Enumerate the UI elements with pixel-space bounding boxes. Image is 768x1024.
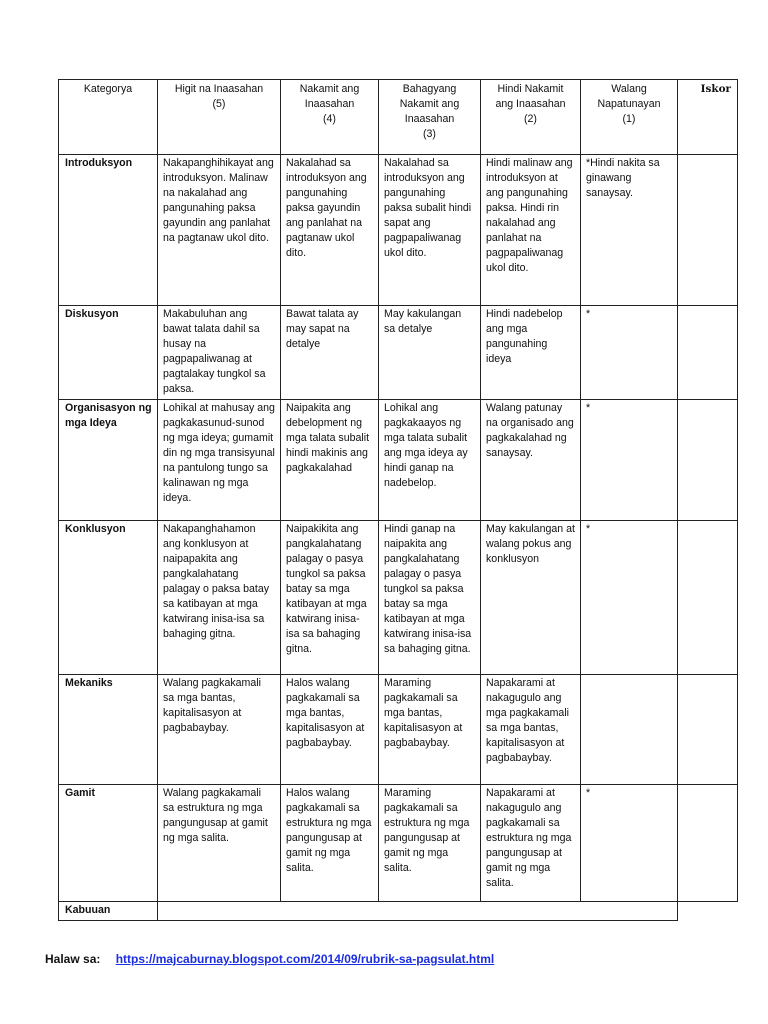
level-5-cell: Nakapanghihikayat ang introduksyon. Malinaw na nakalahad ang pangunahing paksa gayundin ang panlahat na pagtanaw ukol dito.: [158, 155, 281, 306]
header-kategorya: Kategorya: [59, 80, 158, 155]
level-4-cell: Nakalahad sa introduksyon ang pangunahing paksa gayundin ang panlahat na pagtanaw ukol dito.: [281, 155, 379, 306]
level-4-cell: Halos walang pagkakamali sa estruktura ng mga pangungusap at gamit ng mga salita.: [281, 785, 379, 902]
level-3-cell: Maraming pagkakamali sa estruktura ng mga pangungusap at gamit ng mga salita.: [379, 785, 481, 902]
level-5-cell: Walang pagkakamali sa mga bantas, kapitalisasyon at pagbabaybay.: [158, 675, 281, 785]
level-1-cell: *Hindi nakita sa ginawang sanaysay.: [581, 155, 678, 306]
total-label: Kabuuan: [59, 902, 158, 921]
level-3-cell: Lohikal ang pagkakaayos ng mga talata subalit ang mga ideya ay hindi ganap na nadebelop.: [379, 400, 481, 521]
score-cell[interactable]: [678, 306, 738, 400]
header-level-5: Higit na Inaasahan (5): [158, 80, 281, 155]
source-attribution: [45, 952, 494, 966]
table-row: [59, 785, 738, 902]
table-row: [59, 400, 738, 521]
level-5-cell: Makabuluhan ang bawat talata dahil sa husay na pagpapaliwanag at pagtalakay tungkol sa paksa.: [158, 306, 281, 400]
source-link[interactable]: https://majcaburnay.blogspot.com/2014/09/rubrik-sa-pagsulat.html: [115, 952, 495, 966]
level-4-cell: Bawat talata ay may sapat na detalye: [281, 306, 379, 400]
table-row: [59, 306, 738, 400]
rubric-table: [58, 79, 738, 921]
level-1-cell: *: [581, 785, 678, 902]
category-cell: Introduksyon: [59, 155, 158, 306]
total-row: [59, 902, 738, 921]
category-cell: Mekaniks: [59, 675, 158, 785]
header-level-2: Hindi Nakamit ang Inaasahan (2): [481, 80, 581, 155]
header-row: [59, 80, 738, 155]
score-cell[interactable]: [678, 521, 738, 675]
category-cell: Organisasyon ng mga Ideya: [59, 400, 158, 521]
level-1-cell: *: [581, 521, 678, 675]
score-cell[interactable]: [678, 155, 738, 306]
level-5-cell: Lohikal at mahusay ang pagkakasunud-sunod ng mga ideya; gumamit din ng mga transisyunal na pantulong tungo sa kalinawan ng mga ideya.: [158, 400, 281, 521]
category-cell: Diskusyon: [59, 306, 158, 400]
level-1-cell: [581, 675, 678, 785]
header-level-4: Nakamit ang Inaasahan (4): [281, 80, 379, 155]
total-value-cell[interactable]: [158, 902, 678, 921]
level-2-cell: Walang patunay na organisado ang pagkakalahad ng sanaysay.: [481, 400, 581, 521]
level-5-cell: Nakapanghahamon ang konklusyon at naipapakita ang pangkalahatang palagay o paksa batay sa katibayan at mga katwirang inisa-isa sa bahaging gitna.: [158, 521, 281, 675]
category-cell: Gamit: [59, 785, 158, 902]
level-2-cell: May kakulangan at walang pokus ang konklusyon: [481, 521, 581, 675]
header-level-1: Walang Napatunayan (1): [581, 80, 678, 155]
level-1-cell: *: [581, 400, 678, 521]
level-5-cell: Walang pagkakamali sa estruktura ng mga pangungusap at gamit ng mga salita.: [158, 785, 281, 902]
header-iskor: Iskor: [678, 80, 738, 155]
empty-cell: [678, 902, 738, 921]
level-3-cell: Hindi ganap na naipakita ang pangkalahatang palagay o pasya tungkol sa paksa batay sa mga katibayan at mga katwirang inisa-isa sa bahaging gitna.: [379, 521, 481, 675]
level-3-cell: Maraming pagkakamali sa mga bantas, kapitalisasyon at pagbabaybay.: [379, 675, 481, 785]
level-4-cell: Halos walang pagkakamali sa mga bantas, kapitalisasyon at pagbabaybay.: [281, 675, 379, 785]
level-4-cell: Naipakikita ang pangkalahatang palagay o pasya tungkol sa paksa batay sa mga katibayan at mga katwirang inisa-isa sa bahaging gitna.: [281, 521, 379, 675]
category-cell: Konklusyon: [59, 521, 158, 675]
source-label: Halaw sa:: [45, 952, 101, 966]
level-3-cell: Nakalahad sa introduksyon ang pangunahing paksa subalit hindi sapat ang pagpapaliwanag ukol dito.: [379, 155, 481, 306]
table-row: [59, 155, 738, 306]
header-level-3: Bahagyang Nakamit ang Inaasahan (3): [379, 80, 481, 155]
score-cell[interactable]: [678, 785, 738, 902]
score-cell[interactable]: [678, 400, 738, 521]
table-row: [59, 675, 738, 785]
level-1-cell: *: [581, 306, 678, 400]
level-2-cell: Napakarami at nakagugulo ang pagkakamali sa estruktura ng mga pangungusap at gamit ng mga salita.: [481, 785, 581, 902]
table-row: [59, 521, 738, 675]
level-4-cell: Naipakita ang debelopment ng mga talata subalit hindi makinis ang pagkakalahad: [281, 400, 379, 521]
level-3-cell: May kakulangan sa detalye: [379, 306, 481, 400]
level-2-cell: Hindi nadebelop ang mga pangunahing ideya: [481, 306, 581, 400]
score-cell[interactable]: [678, 675, 738, 785]
level-2-cell: Hindi malinaw ang introduksyon at ang pangunahing paksa. Hindi rin nakalahad ang panlahat na pagpapaliwanag ukol dito.: [481, 155, 581, 306]
level-2-cell: Napakarami at nakagugulo ang mga pagkakamali sa mga bantas, kapitalisasyon at pagbabaybay.: [481, 675, 581, 785]
